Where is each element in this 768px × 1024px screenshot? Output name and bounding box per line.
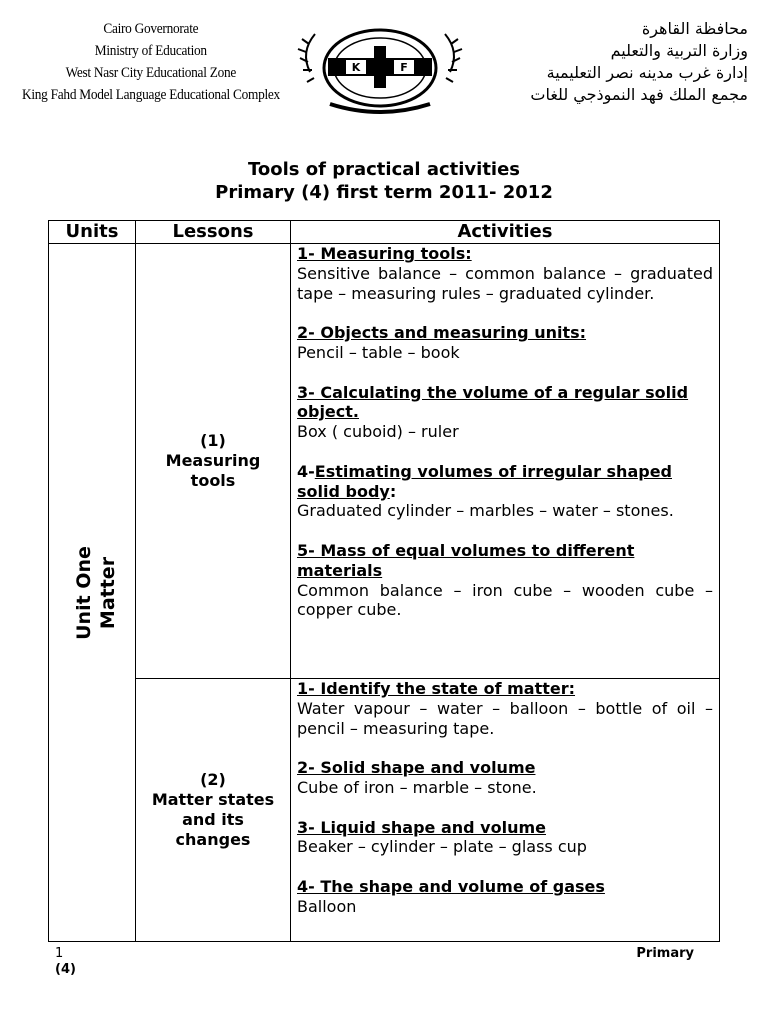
- activity-items: Box ( cuboid) – ruler: [297, 422, 459, 442]
- unit-label: [72, 546, 120, 640]
- footer-continuation: (4): [55, 962, 76, 977]
- letterhead-line: محافظة القاهرة: [641, 19, 748, 38]
- letterhead-line: وزارة التربية والتعليم: [610, 41, 748, 60]
- activity-heading: Estimating volumes of irregular shaped solid body: [297, 461, 672, 501]
- unit-cell: [49, 244, 136, 942]
- activity-items: Pencil – table – book: [297, 342, 460, 362]
- unit-line: Matter: [96, 556, 119, 629]
- activity-number: 4-: [297, 461, 315, 481]
- activity-items: Common balance – iron cube – wooden cube – copper cube.: [297, 580, 713, 620]
- activity-heading: 2- Objects and measuring units:: [297, 323, 587, 343]
- lesson-title-line: and its: [182, 810, 244, 829]
- letterhead-line: West Nasr City Educational Zone: [65, 65, 237, 81]
- logo-letter-f: F: [400, 61, 408, 74]
- activity-heading: 1- Measuring tools:: [297, 244, 472, 263]
- lesson-title-line: Matter states: [151, 790, 275, 809]
- activity-items: Cube of iron – marble – stone.: [297, 777, 537, 797]
- table-row: [49, 244, 720, 679]
- activity-items: Water vapour – water – balloon – bottle of oil – pencil – measuring tape.: [297, 698, 713, 738]
- page-footer-right: Primary: [636, 946, 694, 961]
- title-line: Tools of practical activities: [247, 159, 521, 180]
- activity-heading: 3- Calculating the volume of a regular solid object.: [297, 382, 689, 422]
- lesson-title-line: changes: [175, 830, 251, 849]
- activity-heading: 5- Mass of equal volumes to different materials: [297, 540, 635, 580]
- title-line: Primary (4) first term 2011- 2012: [215, 182, 553, 203]
- header-lessons: Lessons: [136, 221, 291, 244]
- activities-cell: [291, 244, 720, 679]
- activity-items: Sensitive balance – common balance – graduated tape – measuring rules – graduated cylinder.: [297, 263, 713, 303]
- activity-heading: 3- Liquid shape and volume: [297, 817, 546, 837]
- document-title: [0, 158, 768, 204]
- letterhead-english: [22, 18, 280, 106]
- lesson-cell: [136, 244, 291, 679]
- activity-heading: 2- Solid shape and volume: [297, 758, 536, 778]
- lesson-cell: [136, 679, 291, 942]
- letterhead-line: إدارة غرب مدينه نصر التعليمية: [546, 63, 748, 82]
- activity-items: Beaker – cylinder – plate – glass cup: [297, 837, 587, 857]
- header-units: Units: [49, 221, 136, 244]
- unit-line: Unit One: [72, 545, 95, 640]
- lesson-number: (1): [200, 431, 226, 450]
- letterhead-line: مجمع الملك فهد النموذجي للغات: [530, 85, 748, 104]
- page-footer-left: [55, 946, 76, 978]
- page-number: 1: [55, 946, 64, 961]
- lesson-number: (2): [200, 770, 226, 789]
- activity-heading: 1- Identify the state of matter:: [297, 679, 576, 698]
- letterhead-arabic: [468, 18, 748, 106]
- letterhead-line: King Fahd Model Language Educational Complex: [22, 87, 280, 103]
- activity-heading-colon: :: [389, 481, 397, 501]
- activity-items: Graduated cylinder – marbles – water – stones.: [297, 501, 674, 521]
- letterhead-line: Ministry of Education: [94, 43, 207, 59]
- activities-cell: [291, 679, 720, 942]
- school-logo: [290, 22, 470, 122]
- activity-items: Balloon: [297, 896, 357, 916]
- activities-table: [48, 220, 720, 942]
- lesson-title-line: tools: [190, 471, 236, 490]
- letterhead-line: Cairo Governorate: [103, 21, 199, 37]
- lesson-title-line: Measuring: [165, 451, 261, 470]
- table-header-row: [49, 221, 720, 244]
- table-row: [49, 679, 720, 942]
- activity-heading: 4- The shape and volume of gases: [297, 876, 605, 896]
- header-activities: Activities: [291, 221, 720, 244]
- letterhead: [0, 0, 768, 130]
- logo-letter-k: K: [351, 61, 361, 74]
